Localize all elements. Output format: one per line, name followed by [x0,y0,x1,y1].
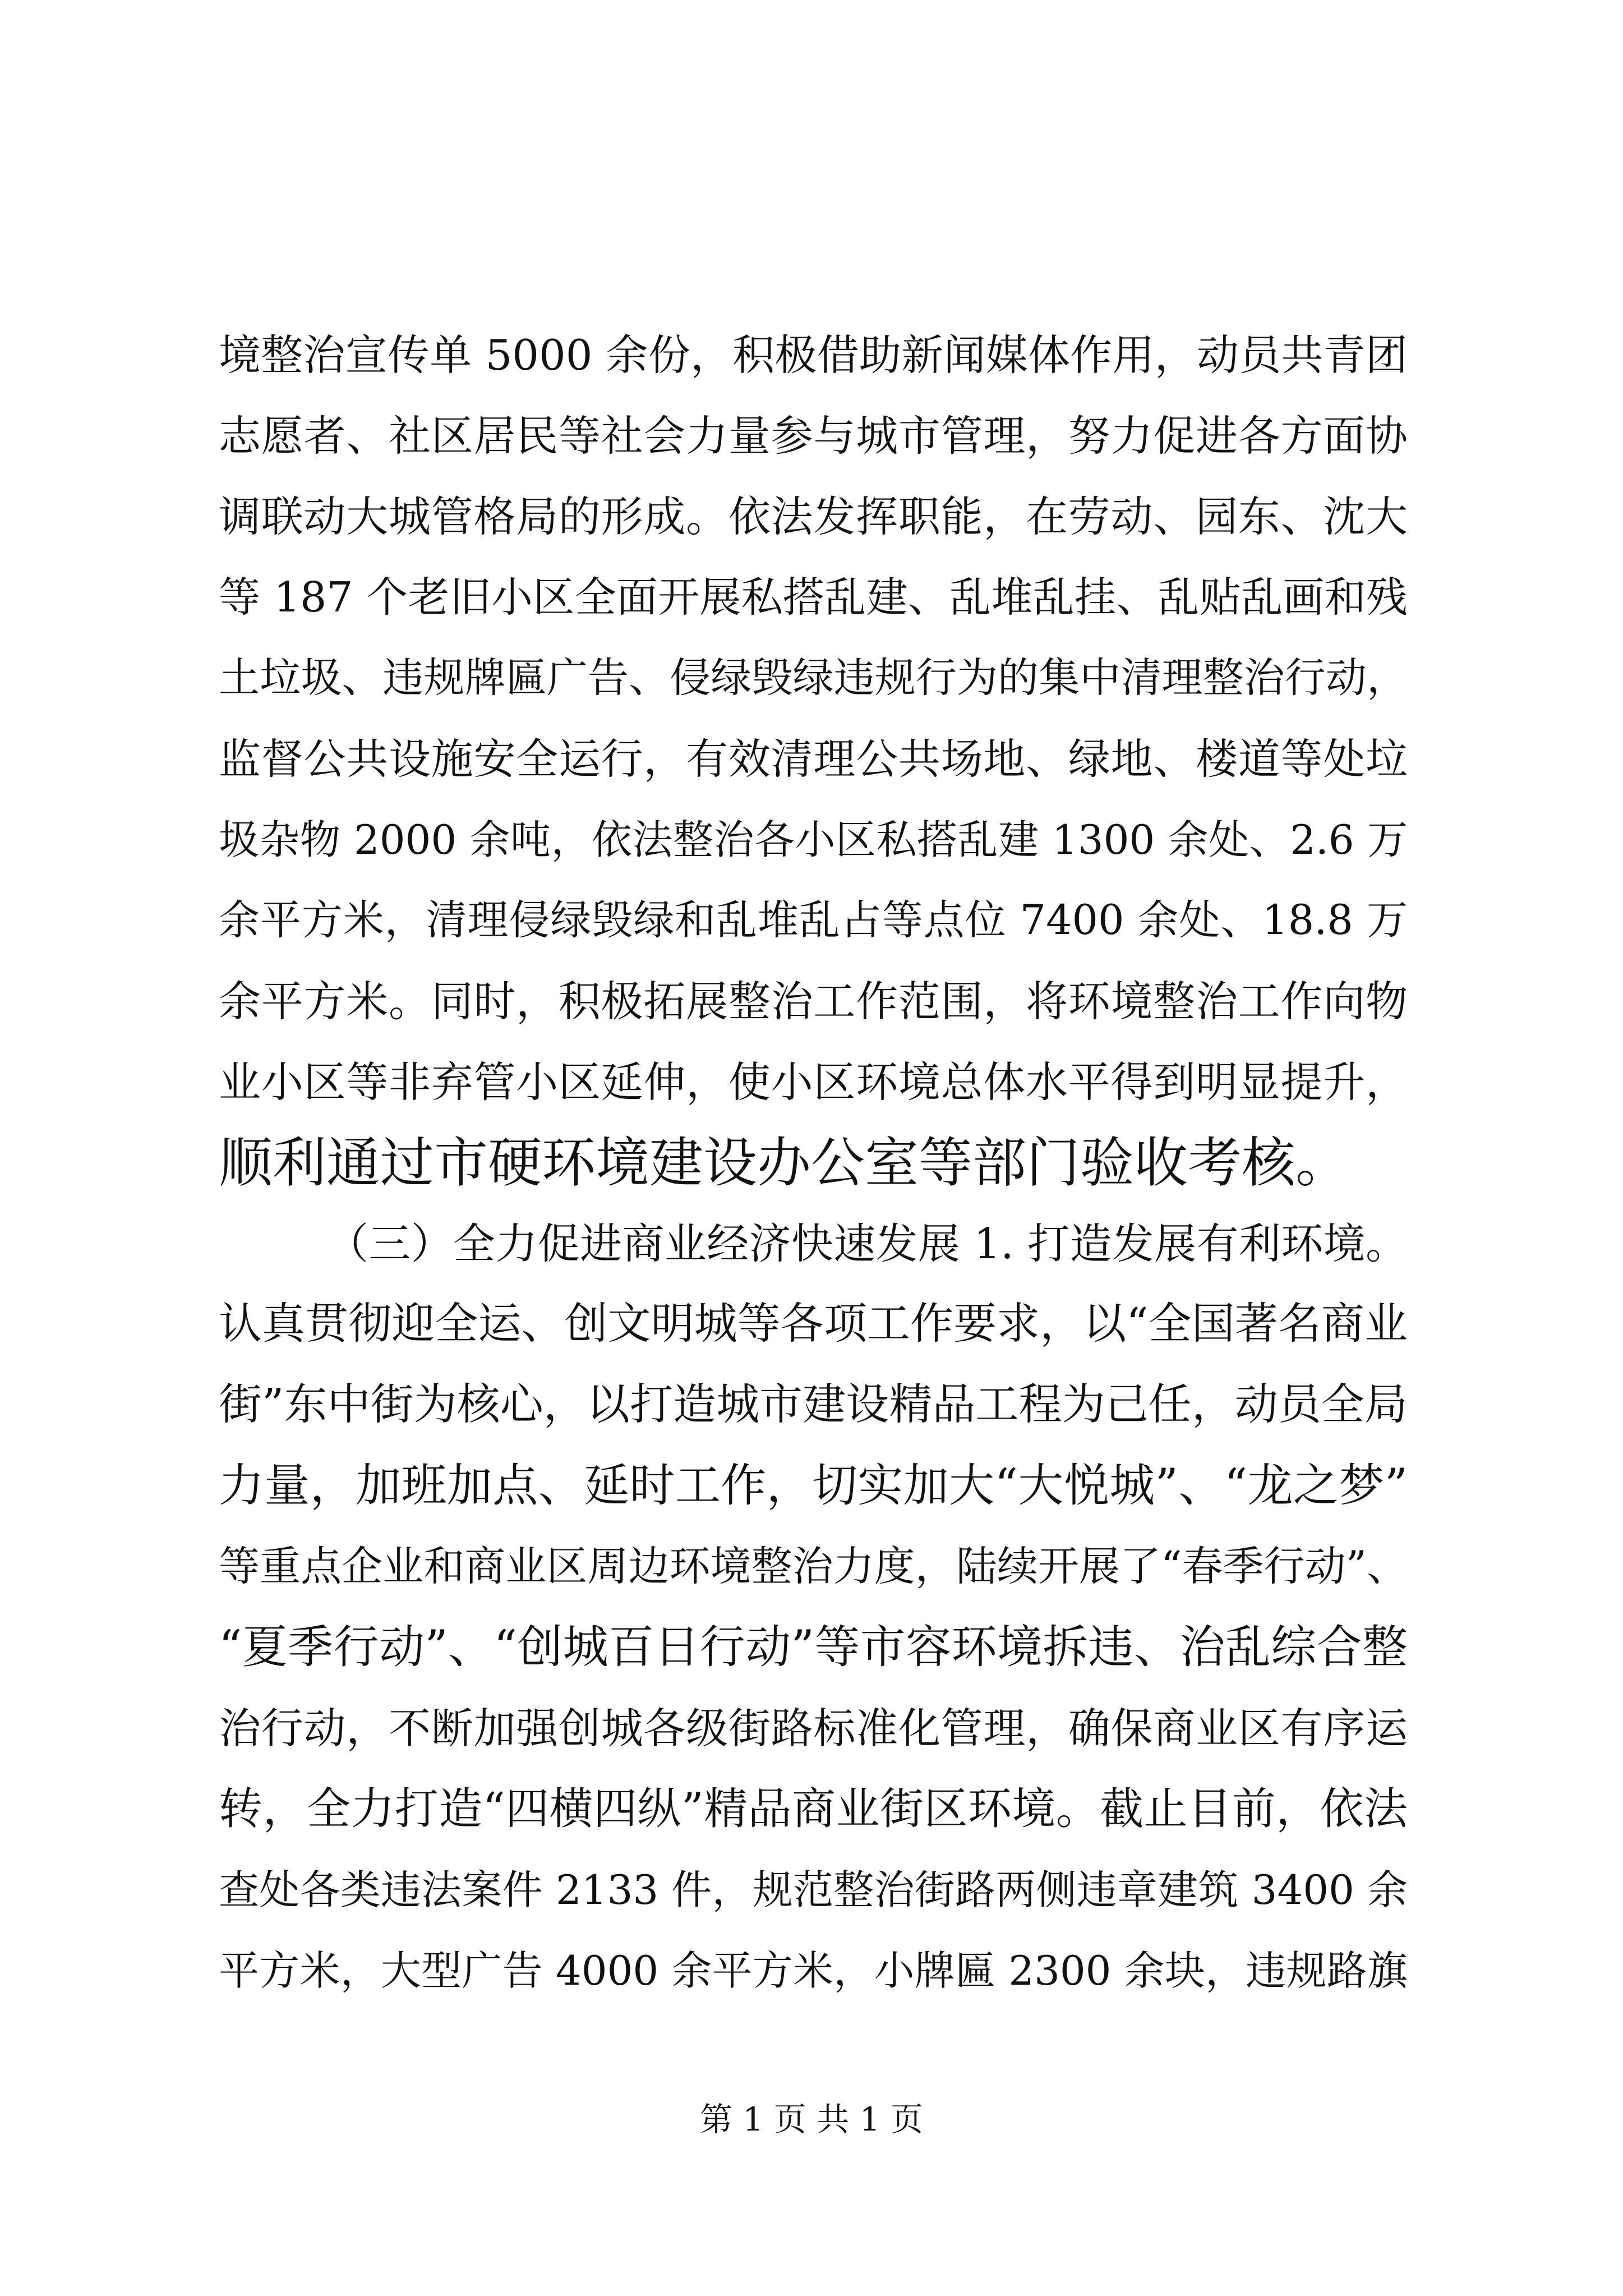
text-line: 监督公共设施安全运行，有效清理公共场地、绿地、楼道等处垃 [219,734,1408,784]
text-line: 转，全力打造“四横四纵”精品商业街区环境。截止目前，依法 [219,1784,1408,1834]
text-line: 认真贯彻迎全运、创文明城等各项工作要求，以“全国著名商业 [219,1299,1408,1349]
text-line: 土垃圾、违规牌匾广告、侵绿毁绿违规行为的集中清理整治行动， [219,654,1408,702]
text-line: 治行动，不断加强创城各级街路标准化管理，确保商业区有序运 [219,1704,1408,1753]
text-line: 等重点企业和商业区周边环境整治力度，陆续开展了“春季行动”、 [219,1543,1408,1590]
text-line-paragraph-end: 顺利通过市硬环境建设办公室等部门验收考核。 [219,1131,1349,1194]
page-footer: 第 1 页 共 1 页 [700,2100,923,2138]
text-line: 街”东中街为核心，以打造城市建设精品工程为己任，动员全局 [219,1380,1408,1430]
text-line: 志愿者、社区居民等社会力量参与城市管理，努力促进各方面协 [219,411,1408,461]
text-line: 余平方米。同时，积极拓展整治工作范围，将环境整治工作向物 [219,977,1408,1026]
text-line: “夏季行动”、“创城百日行动”等市容环境拆违、治乱综合整 [219,1621,1408,1674]
text-line: 力量，加班加点、延时工作，切实加大“大悦城”、“龙之梦” [219,1460,1408,1512]
text-line: 平方米，大型广告 4000 余平方米，小牌匾 2300 余块，违规路旗 [219,1947,1408,1994]
text-line: 调联动大城管格局的形成。依法发挥职能，在劳动、园东、沈大 [219,492,1408,541]
text-line: 等 187 个老旧小区全面开展私搭乱建、乱堆乱挂、乱贴乱画和残 [219,573,1408,622]
text-line: 业小区等非弃管小区延伸，使小区环境总体水平得到明显提升， [219,1057,1408,1107]
text-line: 余平方米，清理侵绿毁绿和乱堆乱占等点位 7400 余处、18.8 万 [219,896,1408,944]
section-heading-line: （三）全力促进商业经济快速发展 1. 打造发展有利环境。 [326,1219,1408,1268]
text-line: 圾杂物 2000 余吨，依法整治各小区私搭乱建 1300 余处、2.6 万 [219,816,1408,863]
text-line: 查处各类违法案件 2133 件，规范整治街路两侧违章建筑 3400 余 [219,1866,1408,1913]
text-line: 境整治宣传单 5000 余份，积极借助新闻媒体作用，动员共青团 [219,330,1408,380]
